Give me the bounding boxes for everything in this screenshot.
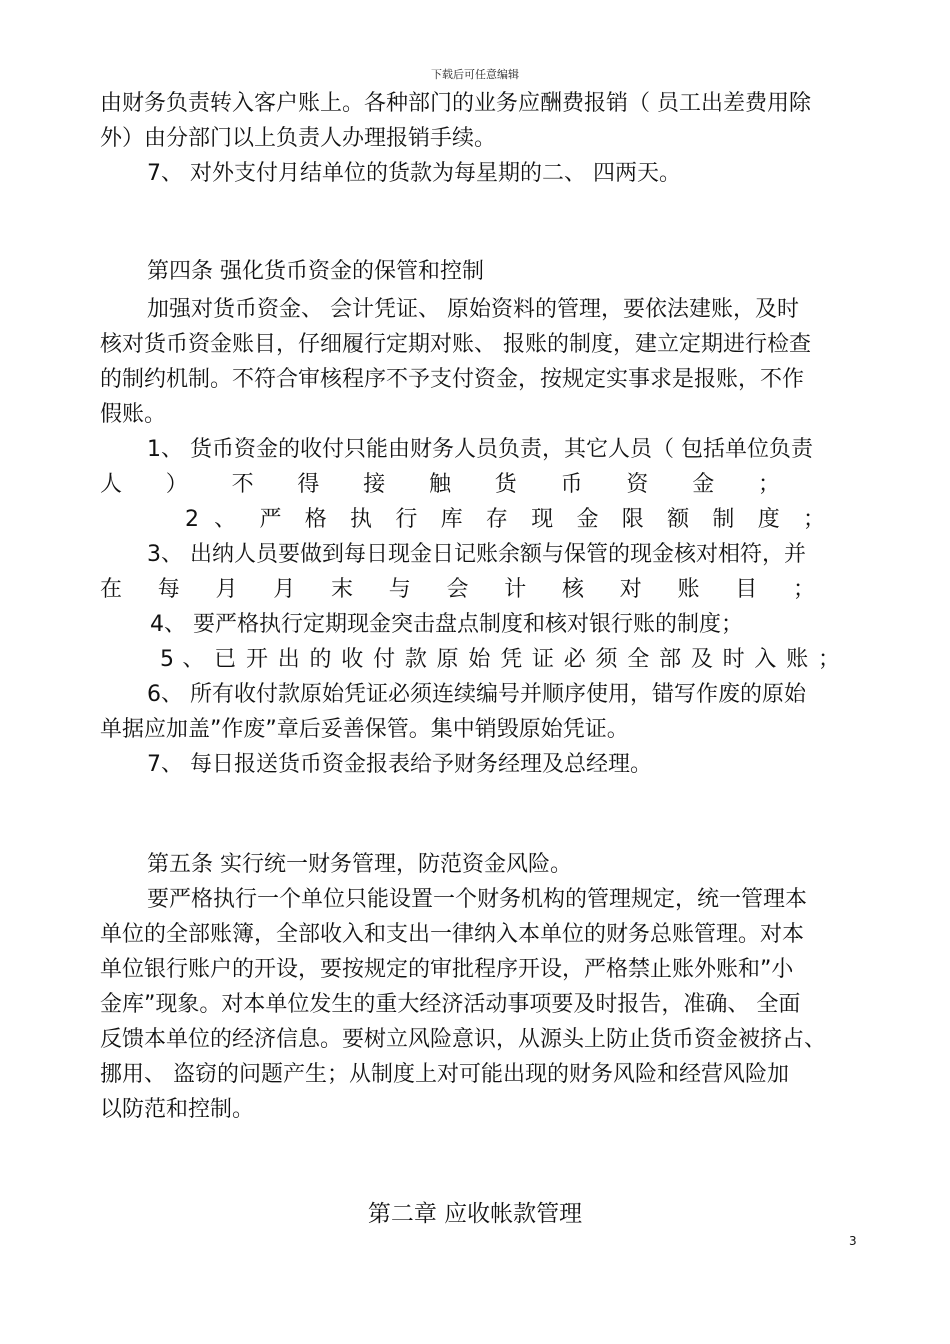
body-line: 以防范和控制。 — [100, 1097, 255, 1122]
body-line: 在 每 月 月 末 与 会 计 核 对 账 目 ； — [100, 577, 815, 602]
body-line: 单位银行账户的开设，要按规定的审批程序开设，严格禁止账外账和”小 — [100, 957, 794, 982]
body-line: 核对货币资金账目，仔细履行定期对账、 报账的制度，建立定期进行检查 — [100, 332, 811, 357]
body-line: 假账。 — [100, 402, 167, 427]
body-line: 7、 每日报送货币资金报表给予财务经理及总经理。 — [147, 752, 652, 777]
body-line: 反馈本单位的经济信息。要树立风险意识，从源头上防止货币资金被挤占、 — [100, 1027, 827, 1052]
body-line: 要严格执行一个单位只能设置一个财务机构的管理规定，统一管理本 — [147, 887, 808, 912]
body-line: 单据应加盖”作废”章后妥善保管。集中销毁原始凭证。 — [100, 717, 629, 742]
body-line: 的制约机制。不符合审核程序不予支付资金，按规定实事求是报账，不作 — [100, 367, 805, 392]
section-heading: 第四条 强化货币资金的保管和控制 — [147, 259, 484, 284]
chapter-title: 第二章 应收帐款管理 — [367, 1201, 583, 1227]
body-line: 7、 对外支付月结单位的货款为每星期的二、 四两天。 — [147, 161, 681, 186]
body-line: 单位的全部账簿，全部收入和支出一律纳入本单位的财务总账管理。对本 — [100, 922, 805, 947]
body-line: 挪用、 盗窃的问题产生；从制度上对可能出现的财务风险和经营风险加 — [100, 1062, 789, 1087]
body-line: 人 ） 不 得 接 触 货 币 资 金 ； — [100, 472, 780, 497]
section-heading: 第五条 实行统一财务管理，防范资金风险。 — [147, 852, 572, 877]
page-header: 下载后可任意编辑 — [431, 68, 519, 81]
body-line: 由财务负责转入客户账上。各种部门的业务应酬费报销（ 员工出差费用除 — [100, 91, 811, 116]
body-line: 4、 要严格执行定期现金突击盘点制度和核对银行账的制度； — [150, 612, 743, 637]
body-line: 2 、 严 格 执 行 库 存 现 金 限 额 制 度 ； — [185, 507, 825, 532]
body-line: 外）由分部门以上负责人办理报销手续。 — [100, 126, 497, 151]
body-line: 3、 出纳人员要做到每日现金日记账余额与保管的现金核对相符，并 — [147, 542, 806, 567]
body-line: 1、 货币资金的收付只能由财务人员负责，其它人员（ 包括单位负责 — [147, 437, 813, 462]
body-line: 金库”现象。对本单位发生的重大经济活动事项要及时报告，准确、 全面 — [100, 992, 801, 1017]
page-number: 3 — [849, 1234, 857, 1248]
body-line: 5 、 已 开 出 的 收 付 款 原 始 凭 证 必 须 全 部 及 时 入 账 ； — [160, 647, 840, 672]
body-line: 加强对货币资金、 会计凭证、 原始资料的管理，要依法建账，及时 — [147, 297, 799, 322]
body-line: 6、 所有收付款原始凭证必须连续编号并顺序使用，错写作废的原始 — [147, 682, 806, 707]
